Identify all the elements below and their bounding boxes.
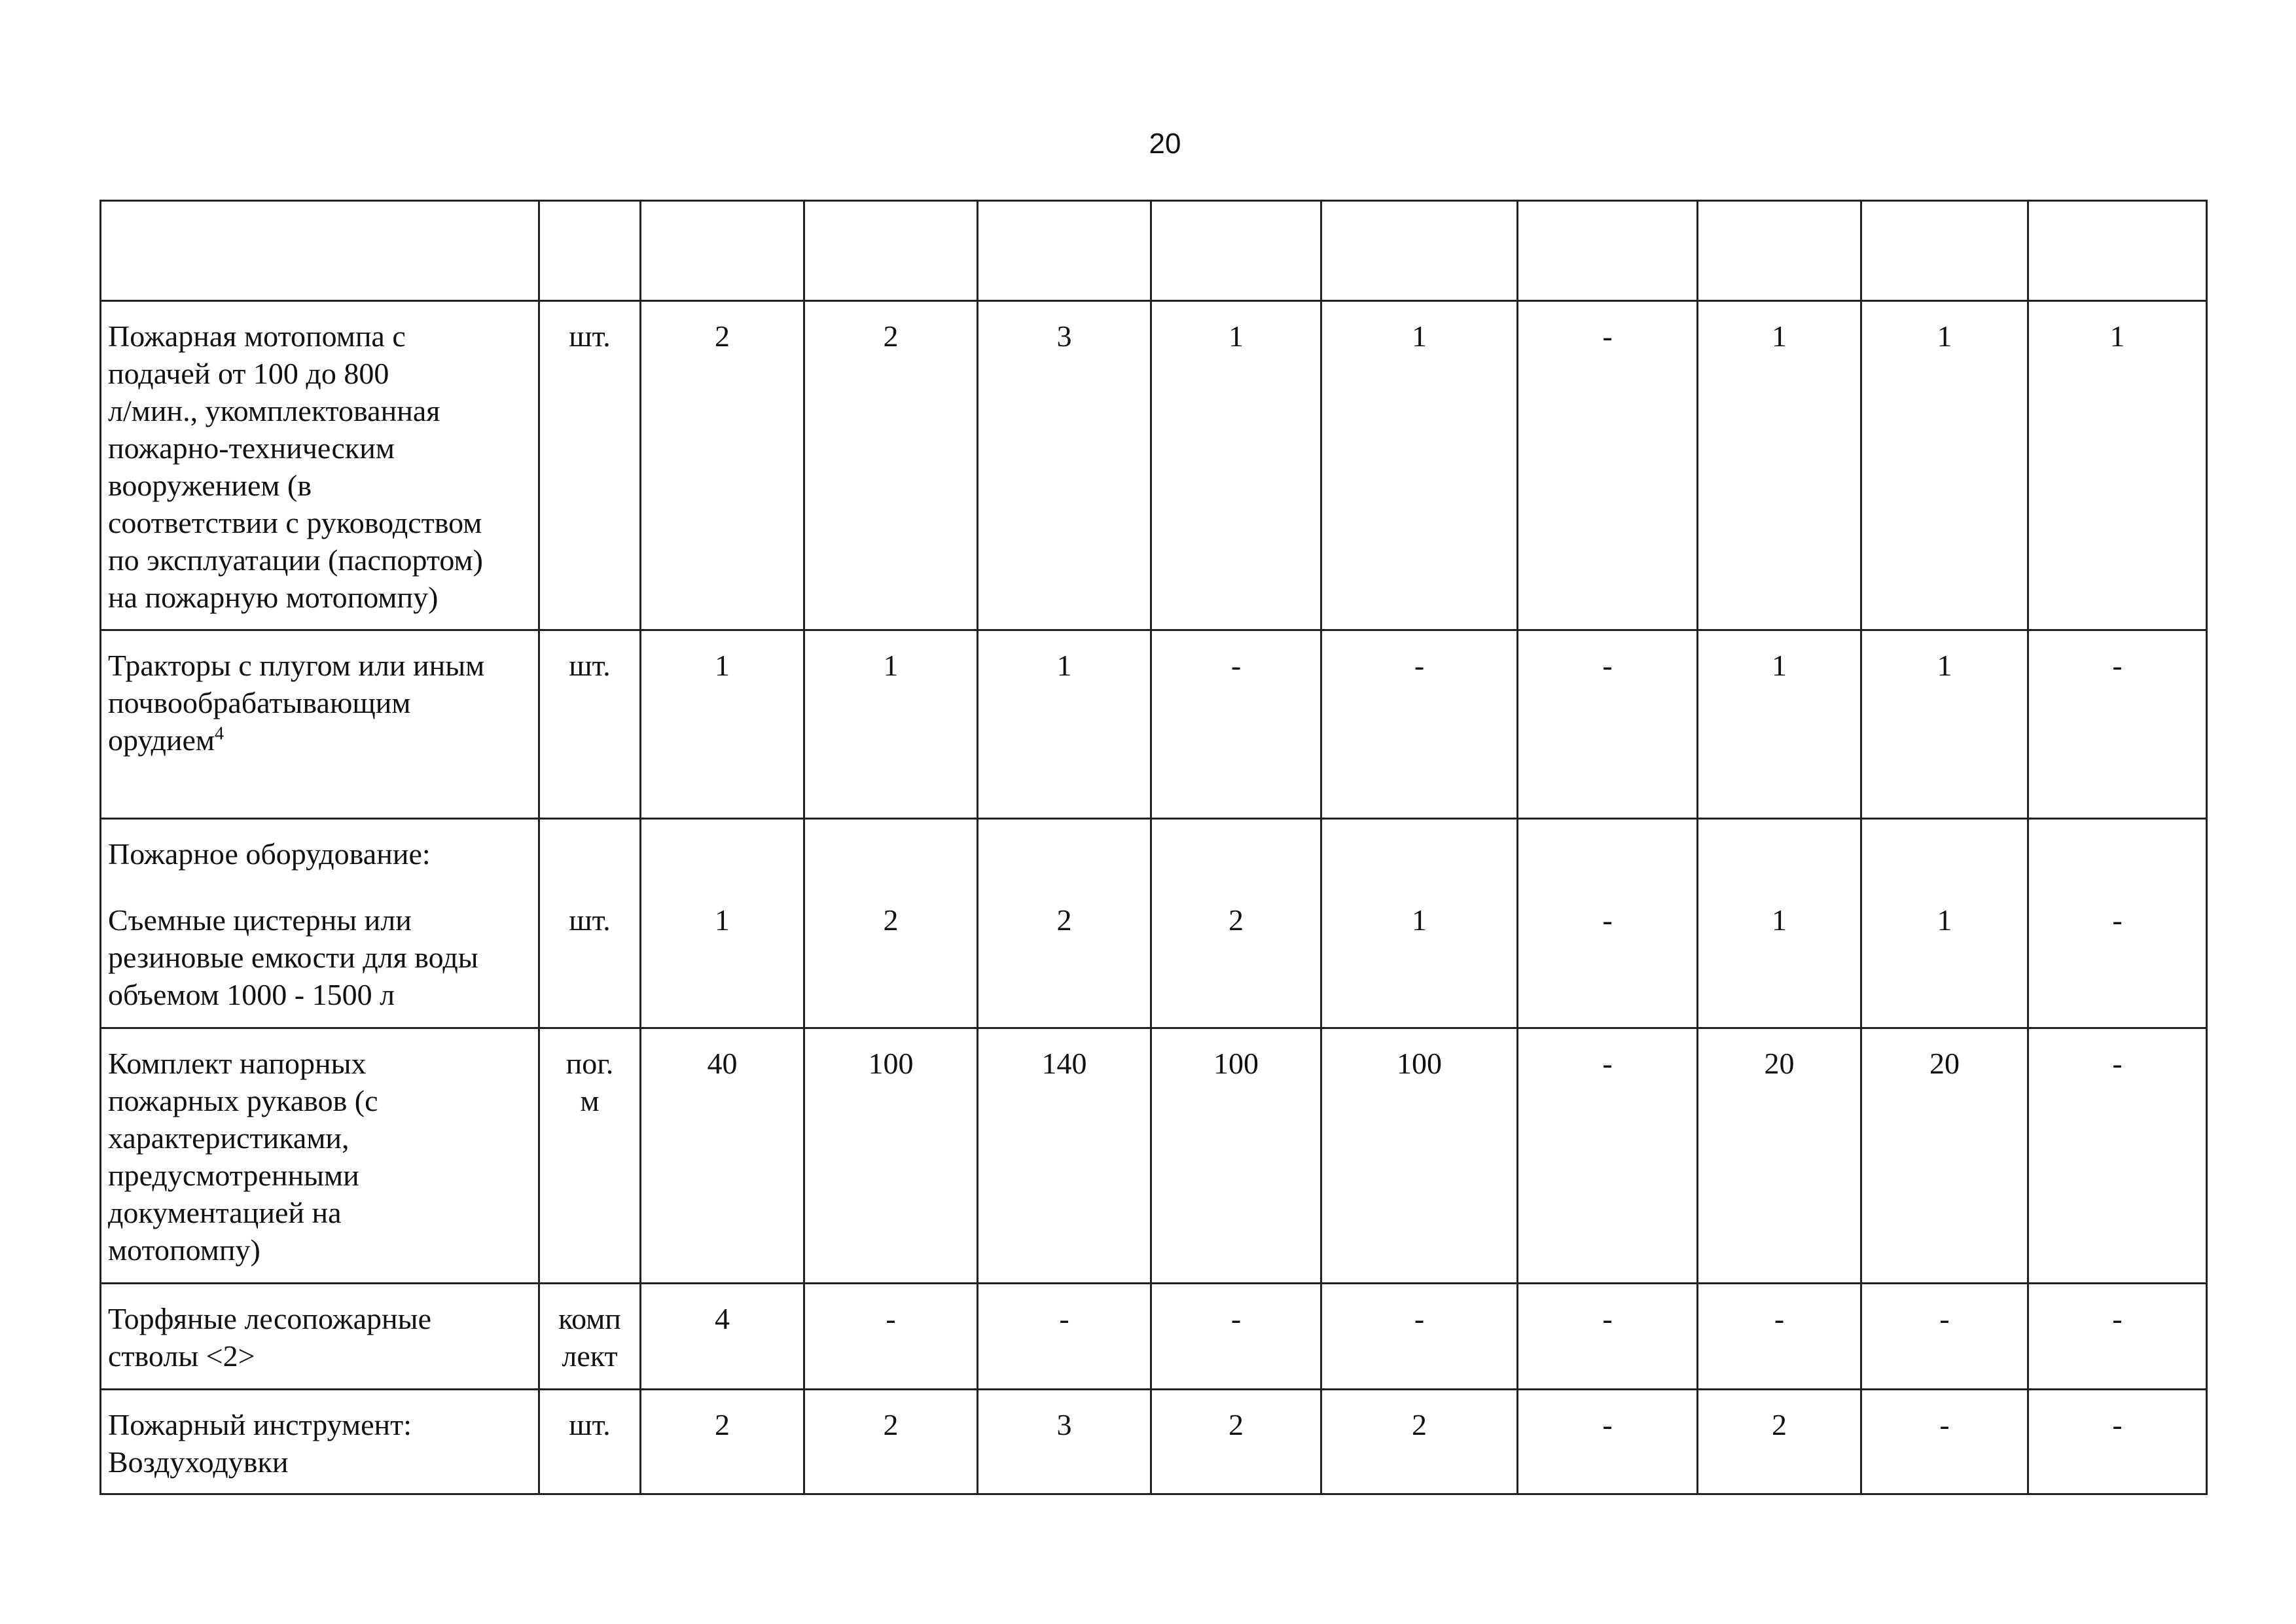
- header-cell: [1151, 201, 1321, 301]
- description-line: по эксплуатации (паспортом): [108, 543, 483, 577]
- unit-cell: [539, 1284, 641, 1390]
- table-row: [101, 819, 2207, 1028]
- value-cell: -: [1321, 1284, 1518, 1390]
- value-cell: 1: [1321, 301, 1518, 630]
- value-cell: 2: [804, 819, 978, 1028]
- header-cell: [1698, 201, 1861, 301]
- description-line: мотопомпу): [108, 1233, 260, 1267]
- equipment-table: [99, 200, 2208, 1495]
- value-cell: 1: [1321, 819, 1518, 1028]
- description-line: резиновые емкости для воды: [108, 941, 478, 974]
- item-description: [101, 630, 539, 819]
- value-cell: 100: [804, 1028, 978, 1284]
- description-line: на пожарную мотопомпу): [108, 581, 439, 614]
- unit-line: м: [580, 1084, 600, 1117]
- header-cell: [1861, 201, 2028, 301]
- value-cell: 2: [641, 301, 804, 630]
- value-cell: 2: [1321, 1390, 1518, 1494]
- value-cell: 1: [804, 630, 978, 819]
- value-cell: 1: [2028, 301, 2207, 630]
- value-cell: 2: [804, 301, 978, 630]
- description-line: соответствии с руководством: [108, 506, 482, 539]
- table-row: [101, 1284, 2207, 1390]
- value-cell: -: [2028, 1284, 2207, 1390]
- description-line: вооружением (в: [108, 469, 312, 502]
- value-cell: 2: [1151, 1390, 1321, 1494]
- value-cell: -: [1151, 1284, 1321, 1390]
- table-body: [101, 201, 2207, 1494]
- value-cell: 1: [641, 819, 804, 1028]
- value-cell: -: [1518, 630, 1698, 819]
- unit-line: лект: [562, 1339, 618, 1373]
- header-cell: [539, 201, 641, 301]
- unit-cell: [539, 630, 641, 819]
- table-row: [101, 301, 2207, 630]
- value-cell: -: [1151, 630, 1321, 819]
- unit-line: шт.: [569, 903, 611, 937]
- value-cell: 2: [804, 1390, 978, 1494]
- value-cell: -: [804, 1284, 978, 1390]
- value-cell: 1: [1861, 301, 2028, 630]
- value-cell: 40: [641, 1028, 804, 1284]
- value-cell: -: [1861, 1390, 2028, 1494]
- description-line: Съемные цистерны или: [108, 903, 412, 937]
- value-cell: -: [1518, 1284, 1698, 1390]
- page-number: 20: [1149, 128, 1181, 160]
- value-cell: -: [2028, 630, 2207, 819]
- value-cell: 1: [978, 630, 1151, 819]
- header-cell: [2028, 201, 2207, 301]
- value-cell: 100: [1151, 1028, 1321, 1284]
- description-line: предусмотренными: [108, 1159, 359, 1192]
- description-line: Тракторы с плугом или иным: [108, 649, 485, 682]
- value-cell: 1: [1151, 301, 1321, 630]
- description-line: пожарно-техническим: [108, 431, 395, 465]
- value-cell: 140: [978, 1028, 1151, 1284]
- item-description: [101, 1390, 539, 1494]
- unit-cell: [539, 1028, 641, 1284]
- description-line: характеристиками,: [108, 1121, 350, 1155]
- item-description: [101, 819, 539, 1028]
- header-cell: [641, 201, 804, 301]
- value-cell: 1: [1698, 630, 1861, 819]
- header-cell: [804, 201, 978, 301]
- item-description: [101, 1028, 539, 1284]
- unit-line: комп: [558, 1302, 621, 1335]
- value-cell: -: [1321, 630, 1518, 819]
- description-line: стволы <2>: [108, 1339, 255, 1373]
- value-cell: -: [1518, 819, 1698, 1028]
- value-cell: -: [1518, 1028, 1698, 1284]
- value-cell: 20: [1698, 1028, 1861, 1284]
- value-cell: 1: [1861, 630, 2028, 819]
- table-header-row: [101, 201, 2207, 301]
- header-cell: [1518, 201, 1698, 301]
- description-line: л/мин., укомплектованная: [108, 394, 440, 427]
- table-row: [101, 1028, 2207, 1284]
- description-line: документацией на: [108, 1196, 342, 1229]
- header-cell: [101, 201, 539, 301]
- item-description: [101, 301, 539, 630]
- unit-line: шт.: [569, 319, 611, 353]
- footnote-marker: 4: [215, 723, 224, 744]
- value-cell: 2: [978, 819, 1151, 1028]
- description-line: орудием$^4$: [108, 723, 224, 757]
- description-line: Пожарная мотопомпа с: [108, 319, 406, 353]
- value-cell: 1: [1698, 301, 1861, 630]
- value-cell: -: [2028, 819, 2207, 1028]
- value-cell: -: [1518, 301, 1698, 630]
- value-cell: 20: [1861, 1028, 2028, 1284]
- description-line: Торфяные лесопожарные: [108, 1302, 431, 1335]
- value-cell: 2: [1698, 1390, 1861, 1494]
- description-line: Комплект напорных: [108, 1047, 367, 1080]
- unit-line: пог.: [565, 1047, 614, 1080]
- description-line: Воздуходувки: [108, 1445, 289, 1479]
- value-cell: -: [978, 1284, 1151, 1390]
- value-cell: 100: [1321, 1028, 1518, 1284]
- value-cell: 4: [641, 1284, 804, 1390]
- description-line: почвообрабатывающим: [108, 686, 411, 719]
- unit-line: шт.: [569, 1408, 611, 1441]
- value-cell: -: [1518, 1390, 1698, 1494]
- value-cell: 2: [1151, 819, 1321, 1028]
- unit-line: шт.: [569, 649, 611, 682]
- header-cell: [1321, 201, 1518, 301]
- value-cell: 3: [978, 1390, 1151, 1494]
- description-line: подачей от 100 до 800: [108, 357, 389, 390]
- value-cell: 1: [641, 630, 804, 819]
- value-cell: -: [2028, 1028, 2207, 1284]
- header-cell: [978, 201, 1151, 301]
- description-line: пожарных рукавов (с: [108, 1084, 378, 1117]
- value-cell: -: [2028, 1390, 2207, 1494]
- table-row: [101, 630, 2207, 819]
- unit-cell: [539, 301, 641, 630]
- unit-cell: [539, 819, 641, 1028]
- value-cell: 2: [641, 1390, 804, 1494]
- item-description: [101, 1284, 539, 1390]
- value-cell: 1: [1861, 819, 2028, 1028]
- unit-cell: [539, 1390, 641, 1494]
- description-line: Пожарный инструмент:: [108, 1408, 412, 1441]
- section-heading: Пожарное оборудование:: [108, 837, 431, 871]
- table-row: [101, 1390, 2207, 1494]
- description-line: объемом 1000 - 1500 л: [108, 978, 395, 1011]
- value-cell: 1: [1698, 819, 1861, 1028]
- value-cell: 3: [978, 301, 1151, 630]
- value-cell: -: [1698, 1284, 1861, 1390]
- value-cell: -: [1861, 1284, 2028, 1390]
